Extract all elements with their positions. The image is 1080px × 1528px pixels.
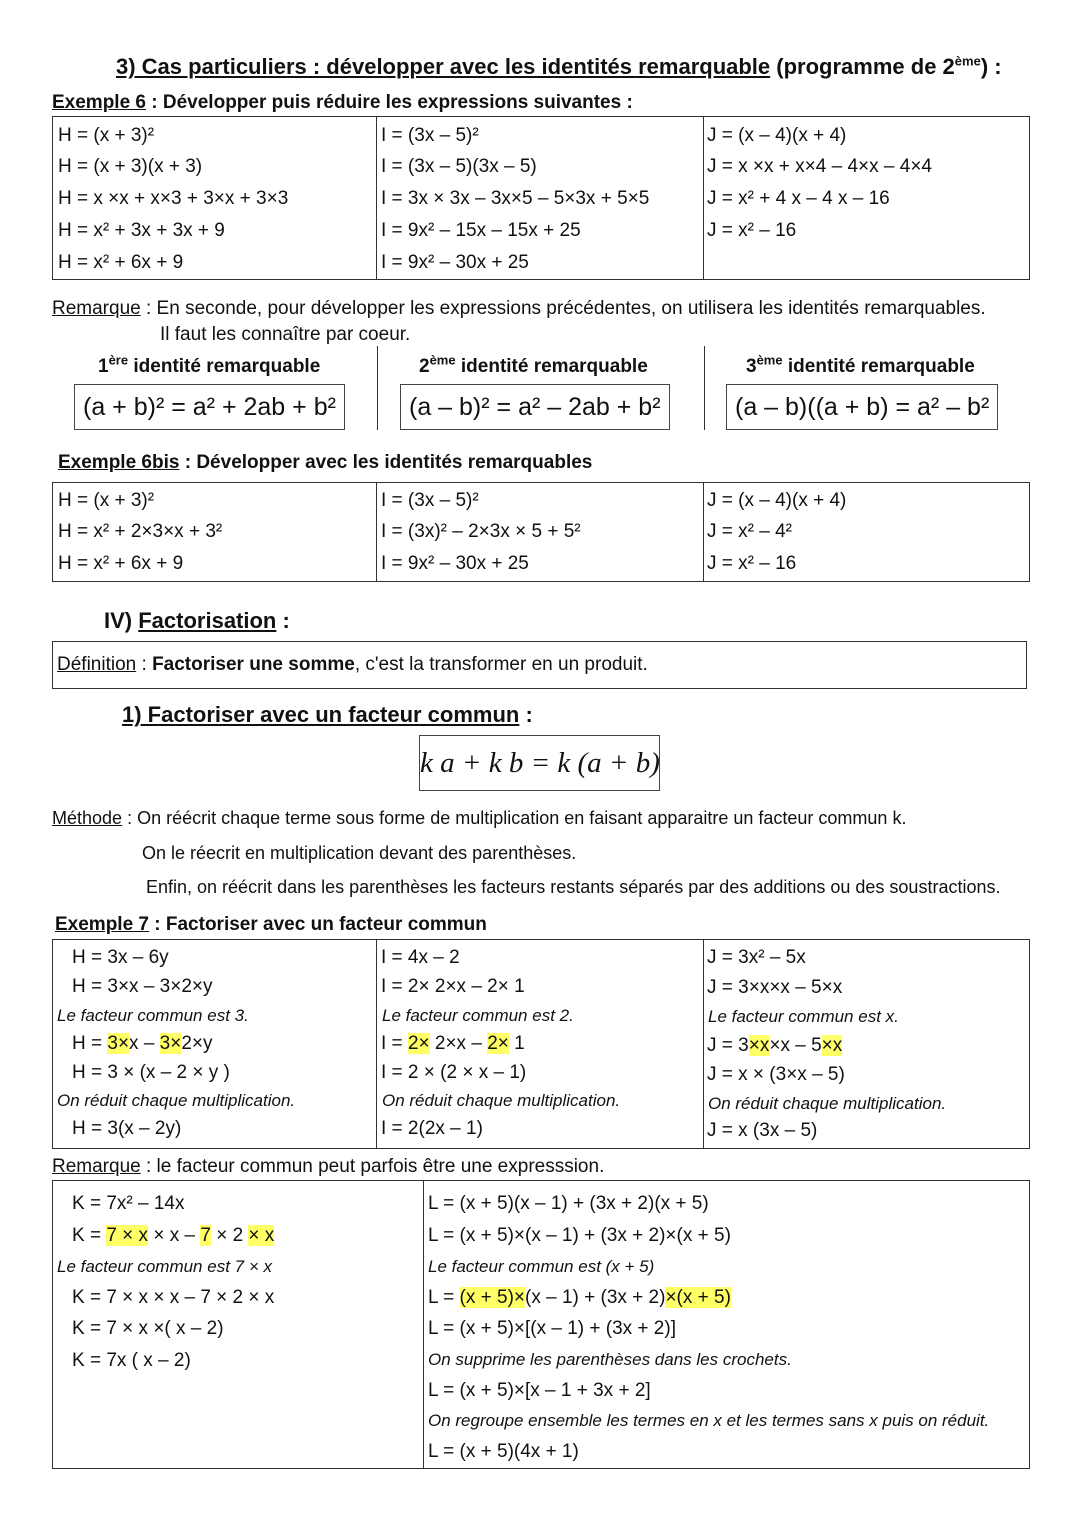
ex6-h-line-3: H = x ×x + x×3 + 3×x + 3×3 <box>58 188 289 209</box>
example-6bis-divider-1 <box>376 482 377 582</box>
section-3-suffix: (programme de 2ème) : <box>776 53 1002 79</box>
ex6-i-line-1: I = (3x – 5)² <box>381 125 479 146</box>
example-6bis-divider-2 <box>703 482 704 582</box>
example-7-label: Exemple 7 <box>55 914 149 935</box>
identity-1-title: 1ère identité remarquable <box>98 352 321 377</box>
ex6-h-line-4: H = x² + 3x + 3x + 9 <box>58 220 225 241</box>
definition-bold: Factoriser une somme <box>152 654 355 675</box>
ex7-i-line-3: Le facteur commun est 2. <box>382 1006 574 1025</box>
ex7-j-line-6: On réduit chaque multiplication. <box>708 1094 947 1113</box>
example-6bis-heading <box>58 452 592 474</box>
identity-2-title: 2ème identité remarquable <box>419 352 648 377</box>
ex8-l-line-7: L = (x + 5)×[x – 1 + 3x + 2] <box>428 1380 651 1401</box>
ex7-h-line-6: On réduit chaque multiplication. <box>57 1091 296 1110</box>
ex6bis-h-line-3: H = x² + 6x + 9 <box>58 553 184 574</box>
ex6-j-line-2: J = x ×x + x×4 – 4×x – 4×4 <box>707 156 932 177</box>
remarque-1 <box>52 296 986 322</box>
methode-label: Méthode <box>52 808 123 828</box>
ex7-j-line-5: J = x × (3×x – 5) <box>707 1064 845 1085</box>
ex6-h-line-2: H = (x + 3)(x + 3) <box>58 156 203 177</box>
methode-line-3: Enfin, on réécrit dans les parenthèses les facteurs restants séparés par des additions ou des soustractions. <box>146 877 1001 897</box>
ex6bis-j-line-3: J = x² – 16 <box>707 553 797 574</box>
ex7-h-line-1: H = 3x – 6y <box>72 947 169 968</box>
identity-2-formula: (a – b)² = a² – 2ab + b² <box>400 384 670 430</box>
methode-line-2: On le réecrit en multiplication devant des parenthèses. <box>142 843 577 863</box>
identity-3-title: 3ème identité remarquable <box>746 352 975 377</box>
example-6-heading <box>52 92 633 114</box>
identity-3-formula: (a – b)((a + b) = a² – b² <box>726 384 998 430</box>
ex8-k-line-6: K = 7x ( x – 2) <box>72 1350 191 1371</box>
ex6bis-i-line-2: I = (3x)² – 2×3x × 5 + 5² <box>381 521 581 542</box>
ex8-l-line-1: L = (x + 5)(x – 1) + (3x + 2)(x + 5) <box>428 1193 709 1214</box>
example-7-divider-2 <box>703 939 704 1149</box>
ex6-i-line-2: I = (3x – 5)(3x – 5) <box>381 156 537 177</box>
ex6-i-line-3: I = 3x × 3x – 3x×5 – 5×3x + 5×5 <box>381 188 650 209</box>
section-4-heading: IV) Factorisation : <box>104 608 290 633</box>
ex8-k-line-2: K = 7 × x × x – 7 × 2 × x <box>72 1225 275 1246</box>
ex7-h-line-5: H = 3 × (x – 2 × y ) <box>72 1062 230 1083</box>
ex8-l-line-8: On regroupe ensemble les termes en x et les termes sans x puis on réduit. <box>428 1411 990 1430</box>
ex6-i-line-4: I = 9x² – 15x – 15x + 25 <box>381 220 581 241</box>
ex8-l-line-3: Le facteur commun est (x + 5) <box>428 1257 655 1276</box>
ex7-j-line-2: J = 3×x×x – 5×x <box>707 977 843 998</box>
ex6bis-j-line-1: J = (x – 4)(x + 4) <box>707 490 847 511</box>
ex6-i-line-5: I = 9x² – 30x + 25 <box>381 252 529 273</box>
remarque-2-label: Remarque <box>52 1156 141 1177</box>
example-6bis-text: : Développer avec les identités remarquables <box>179 452 593 473</box>
ex7-j-line-7: J = x (3x – 5) <box>707 1120 818 1141</box>
ex6-j-line-4: J = x² – 16 <box>707 220 797 241</box>
ex8-l-line-4: L = (x + 5)×(x – 1) + (3x + 2)×(x + 5) <box>428 1287 731 1308</box>
remarque-1-line-2: Il faut les connaître par coeur. <box>160 324 411 345</box>
example-7-text: : Factoriser avec un facteur commun <box>149 914 487 935</box>
ex8-l-line-5: L = (x + 5)×[(x – 1) + (3x + 2)] <box>428 1318 676 1339</box>
ex7-i-line-6: On réduit chaque multiplication. <box>382 1091 621 1110</box>
ex6bis-h-line-1: H = (x + 3)² <box>58 490 155 511</box>
ex7-h-line-2: H = 3×x – 3×2×y <box>72 976 213 997</box>
ex7-h-line-3: Le facteur commun est 3. <box>57 1006 249 1025</box>
ex7-j-line-4: J = 3×x×x – 5×x <box>707 1035 843 1056</box>
ex8-l-line-6: On supprime les parenthèses dans les crochets. <box>428 1350 792 1369</box>
ex6-j-line-3: J = x² + 4 x – 4 x – 16 <box>707 188 890 209</box>
ex7-j-line-1: J = 3x² – 5x <box>707 947 806 968</box>
ex8-k-line-3: Le facteur commun est 7 × x <box>57 1257 272 1276</box>
remarque-2: Remarque : le facteur commun peut parfois être une expresssion. <box>52 1156 605 1177</box>
ex7-h-line-7: H = 3(x – 2y) <box>72 1118 182 1139</box>
ex6bis-i-line-1: I = (3x – 5)² <box>381 490 479 511</box>
example-6-divider-1 <box>376 116 377 280</box>
example-8-divider <box>423 1180 424 1469</box>
ex8-l-line-2: L = (x + 5)×(x – 1) + (3x + 2)×(x + 5) <box>428 1225 731 1246</box>
ex6-j-line-1: J = (x – 4)(x + 4) <box>707 125 847 146</box>
example-6-text: : Développer puis réduire les expressions suivantes : <box>146 92 633 113</box>
ex7-i-line-4: I = 2× 2×x – 2× 1 <box>381 1033 525 1054</box>
ex8-k-line-1: K = 7x² – 14x <box>72 1193 185 1214</box>
example-7-divider-1 <box>376 939 377 1149</box>
identity-divider-1 <box>377 346 378 430</box>
definition-text: Définition : Factoriser une somme, c'est la transformer en un produit. <box>57 654 648 675</box>
factor-formula: k a + k b = k (a + b) <box>419 735 660 791</box>
ex7-i-line-1: I = 4x – 2 <box>381 947 460 968</box>
remarque-1-line-1: : En seconde, pour développer les expressions précédentes, on utilisera les identités remarquables. <box>140 298 986 319</box>
ex7-j-line-3: Le facteur commun est x. <box>708 1007 899 1026</box>
identity-divider-2 <box>704 346 705 430</box>
ex6bis-h-line-2: H = x² + 2×3×x + 3² <box>58 521 223 542</box>
ex6bis-i-line-3: I = 9x² – 30x + 25 <box>381 553 529 574</box>
section-4-title: Factorisation <box>138 608 277 633</box>
remarque-1-label: Remarque <box>52 298 141 319</box>
subsection-1-title: 1) Factoriser avec un facteur commun <box>122 702 520 727</box>
ex8-l-line-9: L = (x + 5)(4x + 1) <box>428 1441 579 1462</box>
methode-line-1: Méthode : On réécrit chaque terme sous forme de multiplication en faisant apparaitre un facteur commun k. <box>52 808 907 828</box>
ex7-i-line-7: I = 2(2x – 1) <box>381 1118 483 1139</box>
identity-1-formula: (a + b)² = a² + 2ab + b² <box>74 384 345 430</box>
ex6bis-j-line-2: J = x² – 4² <box>707 521 792 542</box>
ex6-h-line-5: H = x² + 6x + 9 <box>58 252 184 273</box>
example-6bis-label: Exemple 6bis <box>58 452 180 473</box>
ex6-h-line-1: H = (x + 3)² <box>58 125 155 146</box>
definition-label: Définition <box>57 654 137 675</box>
ex7-h-line-4: H = 3×x – 3×2×y <box>72 1033 213 1054</box>
example-7-heading <box>55 914 487 936</box>
example-6-divider-2 <box>703 116 704 280</box>
ex7-i-line-5: I = 2 × (2 × x – 1) <box>381 1062 527 1083</box>
ex8-k-line-4: K = 7 × x × x – 7 × 2 × x <box>72 1287 275 1308</box>
section-3-heading <box>116 54 1002 80</box>
subsection-1-heading: 1) Factoriser avec un facteur commun : <box>122 702 533 727</box>
section-3-title: 3) Cas particuliers : développer avec les identités remarquable <box>116 54 771 79</box>
ex8-k-line-5: K = 7 × x ×( x – 2) <box>72 1318 224 1339</box>
example-6-label: Exemple 6 <box>52 92 146 113</box>
ex7-i-line-2: I = 2× 2×x – 2× 1 <box>381 976 525 997</box>
